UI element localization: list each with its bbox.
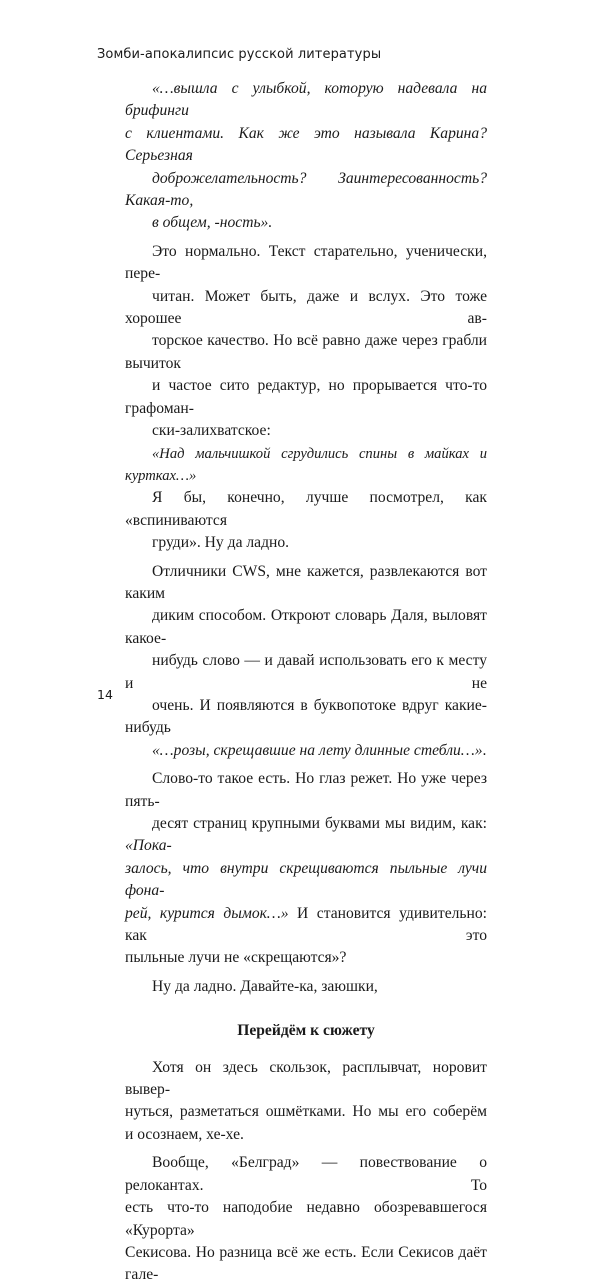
text-line: читан. Может быть, даже и вслух. Это тоже хорошее ав- — [125, 287, 487, 328]
punctuation: . — [482, 741, 487, 759]
paragraph-1 — [125, 241, 487, 443]
section-heading: Перейдём к сюжету — [237, 1022, 375, 1040]
text-line: Ну да ладно. Давайте-ка, заюшки, — [152, 977, 378, 995]
running-header: Зомби-апокалипсис русской литературы — [97, 47, 382, 62]
text-line: Хотя он здесь скользок, расплывчат, норовит вывер- — [125, 1058, 487, 1099]
text-line: и осознаем, хе-хе. — [125, 1125, 244, 1143]
text-line: и частое сито редактур, но прорывается что-то графоман- — [125, 377, 487, 417]
text-line: диким способом. Откроют словарь Даля, выловят какое- — [125, 607, 487, 647]
text-line: есть что-то наподобие недавно обозревавшегося «Курорта» — [125, 1199, 487, 1239]
page-number: 14 — [97, 687, 113, 702]
paragraph-5 — [125, 976, 487, 998]
quote-line: «…вышла с улыбкой, которую надевала на брифинги — [125, 80, 487, 120]
quote-line: «Над мальчишкой сгрудились спины в майках и куртках…» — [125, 445, 487, 484]
inline-quote: рей, курится дымок…» — [125, 904, 289, 922]
page-body — [125, 78, 487, 1287]
text-fragment: И становится удивительно: как это — [125, 904, 487, 945]
quote-line: в общем, -ность». — [152, 214, 273, 232]
text-line: Секисова. Но разница всё же есть. Если Секисов даёт гале- — [125, 1243, 487, 1284]
paragraph-7 — [125, 1152, 487, 1286]
text-line: груди». Ну да ладно. — [152, 534, 290, 552]
text-line — [125, 903, 487, 948]
text-line — [125, 813, 487, 858]
text-line: ски-залихватское: — [152, 422, 271, 440]
quote-paragraph-1 — [125, 78, 487, 235]
paragraph-6 — [125, 1057, 487, 1147]
text-fragment: десят страниц крупными буквами мы видим, как: — [152, 815, 487, 832]
quote-line: с клиентами. Как же это называла Карина? Серьезная — [125, 124, 487, 165]
text-line: очень. И появляются в буквопотоке вдруг какие-нибудь — [125, 696, 487, 737]
paragraph-2 — [125, 487, 487, 554]
text-line — [125, 740, 487, 762]
text-line: Отличники CWS, мне кажется, развлекаются вот каким — [125, 562, 487, 602]
text-line: Вообще, «Белград» — повествование о релокантах. То — [125, 1154, 487, 1194]
text-line: Слово-то такое есть. Но глаз режет. Но уже через пять- — [125, 770, 487, 810]
quote-paragraph-2 — [125, 443, 487, 488]
paragraph-3 — [125, 561, 487, 763]
inline-quote: «…розы, скрещавшие на лету длинные стебли…» — [152, 741, 483, 759]
text-line: нибудь слово — и давай использовать его к месту и не — [125, 652, 487, 692]
inline-quote: «Пока- — [125, 837, 172, 855]
text-line: нуться, разметаться ошмётками. Но мы его соберём — [125, 1103, 487, 1121]
quote-line: доброжелательность? Заинтересованность? Какая-то, — [125, 169, 487, 210]
paragraph-4 — [125, 768, 487, 970]
text-line: Я бы, конечно, лучше посмотрел, как «вспиниваются — [125, 489, 487, 529]
text-line: пыльные лучи не «скрещаются»? — [125, 949, 347, 967]
text-line: Это нормально. Текст старательно, ученически, пере- — [125, 242, 487, 283]
text-line: торское качество. Но всё равно даже через грабли вычиток — [125, 332, 487, 372]
text-line: залось, что внутри скрещиваются пыльные лучи фона- — [125, 859, 487, 900]
